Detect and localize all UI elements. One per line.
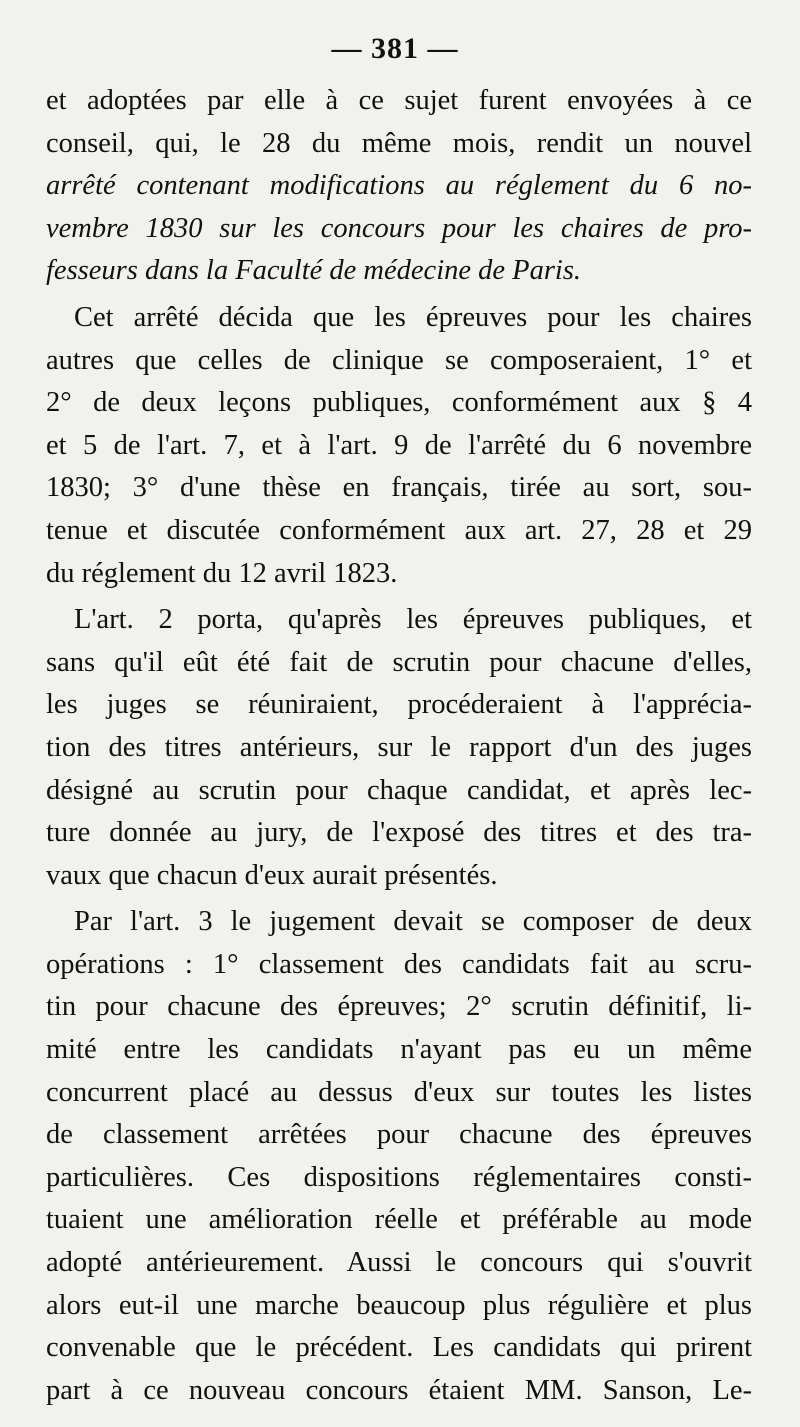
text-line: ture donnée au jury, de l'exposé des titres et des tra- [46,817,752,849]
body-text [46,80,752,1412]
text-line: vaux que chacun d'eux aurait présentés. [46,859,498,891]
text-line: 1830; 3° d'une thèse en français, tirée au sort, sou- [46,472,752,504]
text-line: tuaient une amélioration réelle et préférable au mode [46,1204,752,1236]
text-line: fesseurs dans la Faculté de médecine de Paris. [46,255,582,287]
text-line: mité entre les candidats n'ayant pas eu un même [46,1034,752,1066]
text-line: tion des titres antérieurs, sur le rapport d'un des juges [46,731,752,763]
page-number: — 381 — [331,32,459,65]
text-line: du réglement du 12 avril 1823. [46,557,398,589]
text-line: part à ce nouveau concours étaient MM. Sanson, Le- [46,1374,752,1406]
text-line: particulières. Ces dispositions réglementaires consti- [46,1161,752,1193]
text-line: Cet arrêté décida que les épreuves pour les chaires [74,301,752,333]
text-line: 2° de deux leçons publiques, conformément aux § 4 [46,387,752,419]
text-line: opérations : 1° classement des candidats fait au scru- [46,948,752,980]
text-line: concurrent placé au dessus d'eux sur toutes les listes [46,1076,752,1108]
text-line: les juges se réuniraient, procéderaient à l'apprécia- [46,689,752,721]
text-line: convenable que le précédent. Les candidats qui prirent [46,1332,752,1364]
text-line: conseil, qui, le 28 du même mois, rendit un nouvel [46,127,752,159]
text-line: adopté antérieurement. Aussi le concours qui s'ouvrit [46,1247,752,1279]
text-line: Par l'art. 3 le jugement devait se composer de deux [74,906,752,938]
text-line: vembre 1830 sur les concours pour les chaires de pro- [46,212,752,244]
text-line: et 5 de l'art. 7, et à l'art. 9 de l'arrêté du 6 novembre [46,429,752,461]
text-line: arrêté contenant modifications au réglement du 6 no- [46,170,752,202]
text-line: alors eut-il une marche beaucoup plus régulière et plus [46,1289,752,1321]
text-line: de classement arrêtées pour chacune des épreuves [46,1119,752,1151]
text-line: autres que celles de clinique se composeraient, 1° et [46,344,752,376]
text-line: tenue et discutée conformément aux art. 27, 28 et 29 [46,514,752,546]
text-line: et adoptées par elle à ce sujet furent envoyées à ce [46,85,752,116]
text-line: L'art. 2 porta, qu'après les épreuves publiques, et [74,604,752,636]
text-line: sans qu'il eût été fait de scrutin pour chacune d'elles, [46,646,752,678]
text-line: désigné au scrutin pour chaque candidat, et après lec- [46,774,752,806]
text-line: tin pour chacune des épreuves; 2° scrutin définitif, li- [46,991,752,1023]
